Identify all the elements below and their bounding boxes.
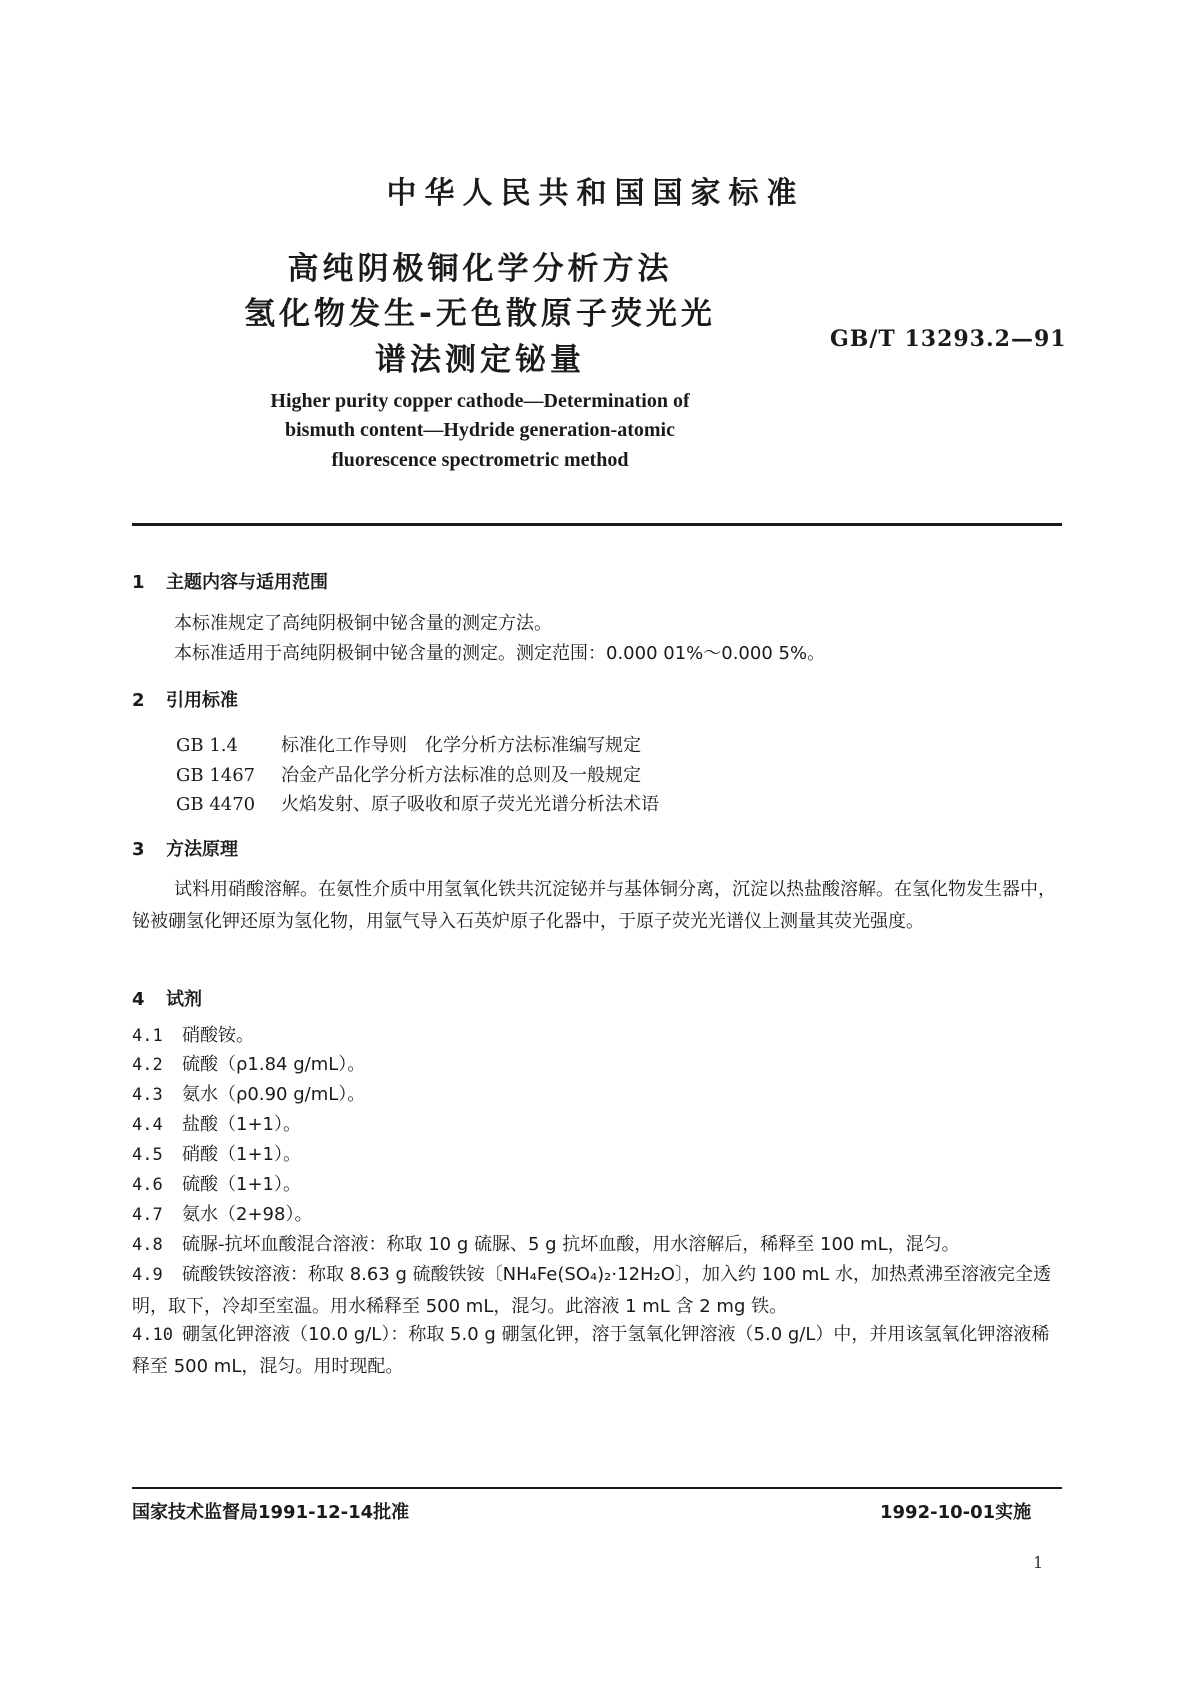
item-text: 硝酸（1+1）。	[182, 1144, 301, 1165]
item-number: 4.1	[132, 1026, 163, 1046]
item-number: 4.9	[132, 1265, 163, 1285]
footer-divider	[132, 1487, 1062, 1489]
title-line-2: 氢化物发生-无色散原子荧光光	[244, 296, 716, 332]
section-number: 4	[132, 989, 145, 1010]
item-number: 4.4	[132, 1115, 163, 1135]
item-number: 4.10	[132, 1325, 173, 1345]
section-title: 主题内容与适用范围	[166, 572, 328, 593]
item-text: 硫酸（1+1）。	[182, 1174, 301, 1195]
reagent-item	[132, 1049, 1062, 1081]
title-line-3: 谱法测定铋量	[375, 342, 585, 378]
reference-code: GB 1.4	[176, 735, 238, 756]
reference-text: 标准化工作导则 化学分析方法标准编写规定	[281, 735, 641, 756]
item-number: 4.2	[132, 1055, 163, 1075]
item-number: 4.5	[132, 1145, 163, 1165]
reagent-item	[132, 1169, 1062, 1201]
implementation-date: 1992-10-01实施	[880, 1502, 1032, 1523]
header-divider	[132, 523, 1062, 526]
section-3-paragraph: 试料用硝酸溶解。在氨性介质中用氢氧化铁共沉淀铋并与基体铜分离，沉淀以热盐酸溶解。在氢化物发生器中，铋被硼氢化钾还原为氢化物，用氩气导入石英炉原子化器中，于原子荧光光谱仪上测量其荧光强度。	[132, 879, 1056, 932]
reference-code: GB 4470	[176, 794, 256, 815]
item-text: 硫酸（ρ1.84 g/mL）。	[182, 1054, 366, 1075]
national-standard-heading: 中华人民共和国国家标准	[386, 176, 805, 211]
reagent-item	[132, 1259, 1062, 1323]
item-text: 氨水（ρ0.90 g/mL）。	[182, 1084, 366, 1105]
reagent-item	[132, 1109, 1062, 1141]
page-number: 1	[1033, 1553, 1044, 1572]
section-4-heading	[132, 985, 202, 1011]
item-number: 4.7	[132, 1205, 163, 1225]
section-2-heading	[132, 686, 238, 712]
section-title: 引用标准	[166, 690, 238, 711]
item-text: 盐酸（1+1）。	[182, 1114, 301, 1135]
reagent-item	[132, 1319, 1062, 1383]
section-1-paragraph-1: 本标准规定了高纯阴极铜中铋含量的测定方法。	[174, 613, 552, 634]
item-text: 硫脲-抗坏血酸混合溶液：称取 10 g 硫脲、5 g 抗坏血酸，用水溶解后，稀释至 100 mL，混匀。	[182, 1234, 960, 1255]
reagent-item	[132, 1079, 1062, 1111]
section-3-heading	[132, 835, 238, 861]
item-number: 4.6	[132, 1175, 163, 1195]
reference-item	[176, 731, 641, 757]
section-1-paragraph-2: 本标准适用于高纯阴极铜中铋含量的测定。测定范围：0.000 01%～0.000 5%。	[174, 643, 826, 664]
english-title-line-1: Higher purity copper cathode—Determination of	[270, 390, 690, 412]
item-text: 硼氢化钾溶液（10.0 g/L）：称取 5.0 g 硼氢化钾，溶于氢氧化钾溶液（5.0 g/L）中，并用该氢氧化钾溶液稀释至 500 mL，混匀。用时现配。	[132, 1324, 1050, 1377]
reagent-item	[132, 1229, 1062, 1261]
english-title-line-2: bismuth content—Hydride generation-atomic	[285, 419, 675, 441]
item-text: 硝酸铵。	[182, 1025, 254, 1046]
approval-date: 国家技术监督局1991-12-14批准	[132, 1502, 410, 1523]
reference-text: 冶金产品化学分析方法标准的总则及一般规定	[281, 765, 641, 786]
reagent-item	[132, 1199, 1062, 1231]
title-line-1: 高纯阴极铜化学分析方法	[287, 251, 673, 287]
item-number: 4.8	[132, 1235, 163, 1255]
reference-item	[176, 790, 659, 816]
section-1-heading	[132, 568, 328, 594]
reagent-item	[132, 1020, 1062, 1052]
section-number: 3	[132, 839, 145, 860]
reference-item	[176, 761, 641, 787]
item-number: 4.3	[132, 1085, 163, 1105]
item-text: 氨水（2+98）。	[182, 1204, 313, 1225]
english-title-line-3: fluorescence spectrometric method	[331, 449, 629, 471]
reference-code: GB 1467	[176, 765, 256, 786]
section-title: 方法原理	[166, 839, 238, 860]
section-title: 试剂	[166, 989, 202, 1010]
item-text: 硫酸铁铵溶液：称取 8.63 g 硫酸铁铵〔NH₄Fe(SO₄)₂·12H₂O〕，加入约 100 mL 水，加热煮沸至溶液完全透明，取下，冷却至室温。用水稀释至 500 mL，混匀。此溶液 1 mL 含 2 mg 铁。	[132, 1264, 1052, 1317]
section-number: 2	[132, 690, 145, 711]
standard-code: GB/T 13293.2—91	[830, 326, 1067, 352]
reagent-item	[132, 1139, 1062, 1171]
reference-text: 火焰发射、原子吸收和原子荧光光谱分析法术语	[281, 794, 659, 815]
section-number: 1	[132, 572, 145, 593]
